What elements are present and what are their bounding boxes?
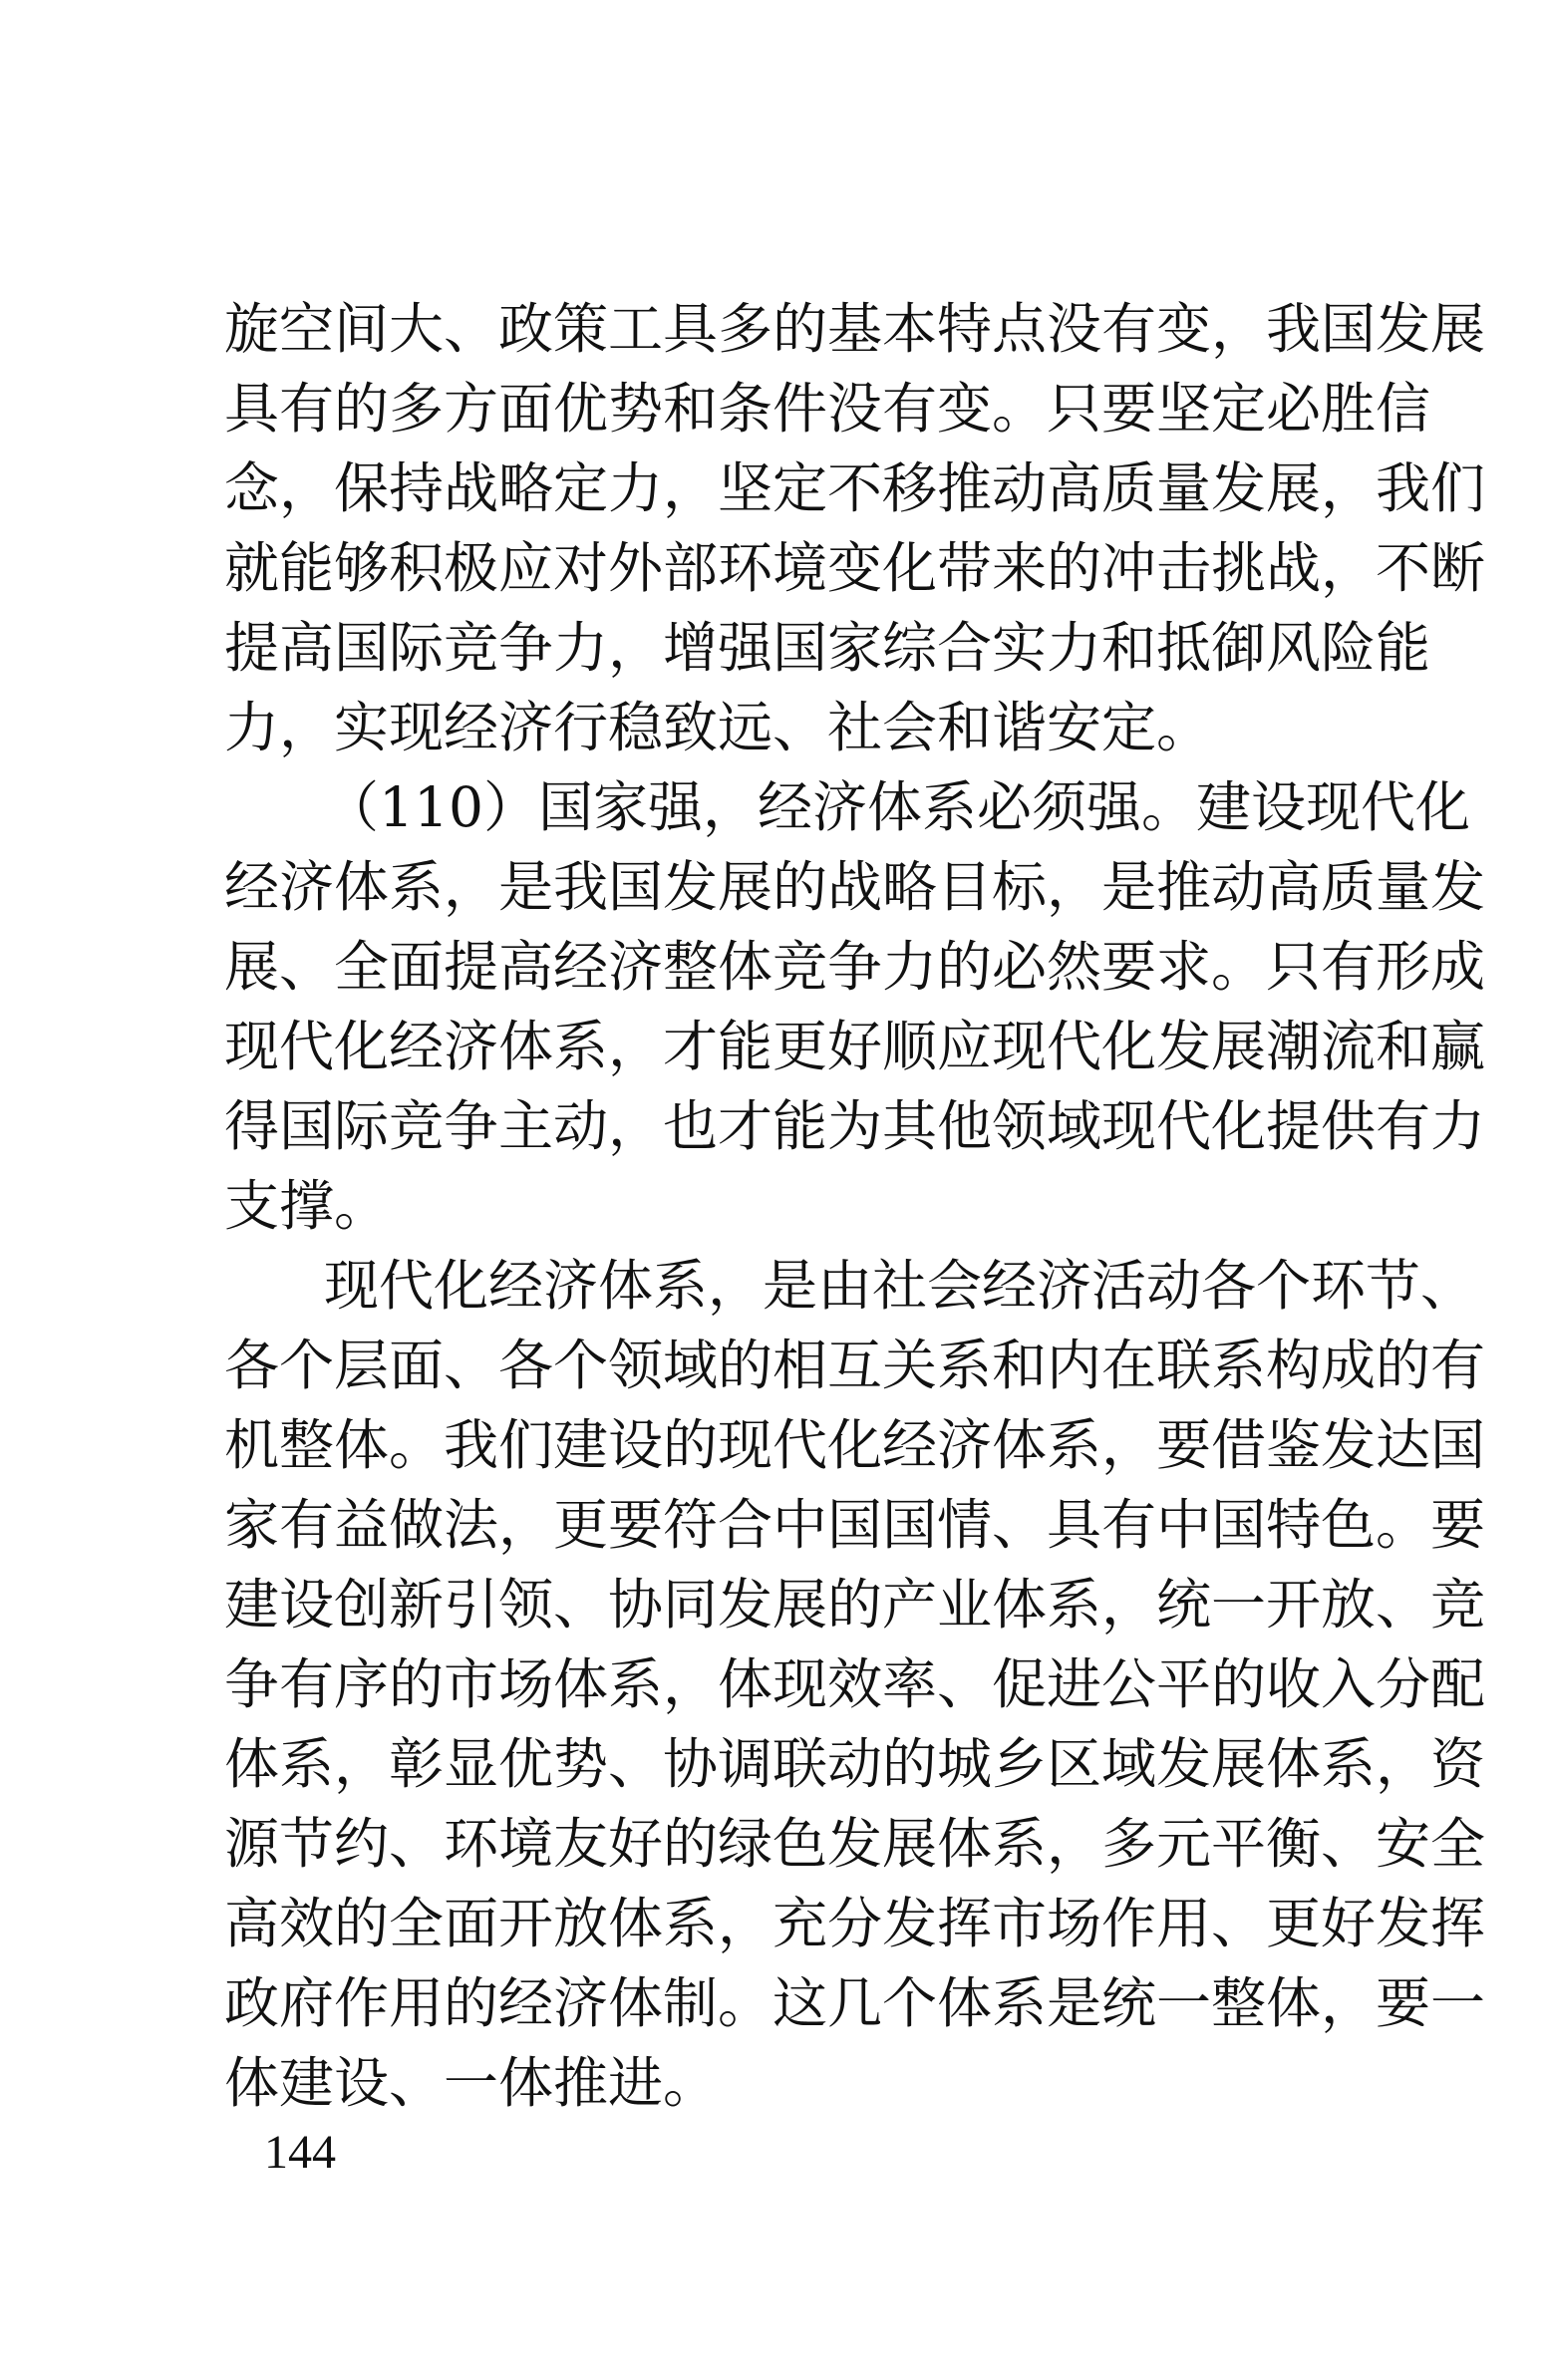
paragraph-start-line: （110）国家强，经济体系必须强。建设现代化 [324,775,1470,839]
text-line: 家有益做法，更要符合中国国情、具有中国特色。要 [224,1493,1486,1557]
text-line: 各个层面、各个领域的相互关系和内在联系构成的有 [224,1334,1486,1397]
text-line: 得国际竞争主动，也才能为其他领域现代化提供有力 [224,1094,1486,1158]
text-line: 力，实现经济行稳致远、社会和谐安定。 [224,696,1212,759]
text-line: 体建设、一体推进。 [224,2051,719,2115]
text-line: 就能够积极应对外部环境变化带来的冲击挑战，不断 [224,536,1486,600]
text-line: 经济体系，是我国发展的战略目标，是推动高质量发 [224,855,1486,919]
text-line: 旋空间大、政策工具多的基本特点没有变，我国发展 [224,297,1486,361]
text-line: 支撑。 [224,1174,390,1238]
text-line: 机整体。我们建设的现代化经济体系，要借鉴发达国 [224,1413,1486,1477]
text-line: 念，保持战略定力，坚定不移推动高质量发展，我们 [224,456,1486,520]
text-line: 源节约、环境友好的绿色发展体系，多元平衡、安全 [224,1812,1486,1876]
text-line: 展、全面提高经济整体竞争力的必然要求。只有形成 [224,935,1486,999]
paragraph-start-line: 现代化经济体系，是由社会经济活动各个环节、 [324,1254,1476,1318]
text-line: 争有序的市场体系，体现效率、促进公平的收入分配 [224,1652,1486,1716]
text-line: 政府作用的经济体制。这几个体系是统一整体，要一 [224,1971,1486,2035]
text-line: 提高国际竞争力，增强国家综合实力和抵御风险能 [224,616,1431,680]
text-line: 建设创新引领、协同发展的产业体系，统一开放、竞 [224,1573,1486,1636]
text-line: 体系，彰显优势、协调联动的城乡区域发展体系，资 [224,1732,1486,1796]
page-number: 144 [264,2126,336,2179]
text-line: 具有的多方面优势和条件没有变。只要坚定必胜信 [224,377,1431,441]
text-line: 高效的全面开放体系，充分发挥市场作用、更好发挥 [224,1892,1486,1955]
text-line: 现代化经济体系，才能更好顺应现代化发展潮流和赢 [224,1015,1486,1078]
